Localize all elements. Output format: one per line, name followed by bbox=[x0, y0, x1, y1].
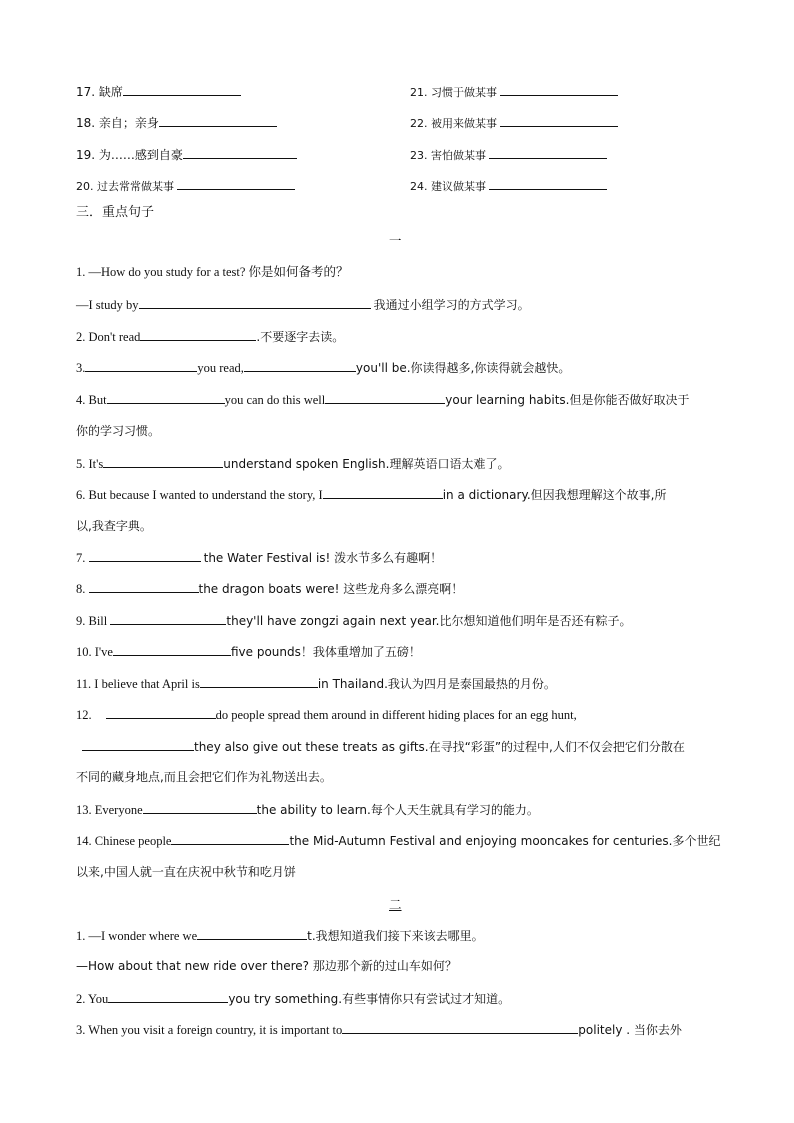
vocab-item-label: 19. 为……感到自豪 bbox=[76, 148, 183, 162]
answer-blank[interactable] bbox=[106, 706, 216, 719]
sentence-14-continued: 以来,中国人就一直在庆祝中秋节和吃月饼 bbox=[76, 865, 296, 879]
vocab-item-label: 24. 建议做某事 bbox=[410, 180, 486, 193]
sentence-8: 8. the dragon boats were! 这些龙舟多么漂亮啊！ bbox=[76, 582, 464, 596]
vocab-item-18 bbox=[76, 114, 277, 131]
vocab-item-label: 21. 习惯于做某事 bbox=[410, 86, 497, 99]
vocab-item-label: 20. 过去常常做某事 bbox=[76, 180, 174, 193]
answer-blank[interactable] bbox=[197, 927, 307, 940]
sentence-6: 6. But because I wanted to understand the story, I in a dictionary.但因我想理解这个故事,所 bbox=[76, 488, 667, 502]
answer-blank[interactable] bbox=[342, 1021, 578, 1034]
answer-blank[interactable] bbox=[500, 83, 618, 96]
answer-blank[interactable] bbox=[323, 486, 443, 499]
sentence-2-2: 2. You you try something.有些事情你只有尝试过才知道。 bbox=[76, 992, 511, 1006]
sentence-10: 10. I've five pounds！我体重增加了五磅！ bbox=[76, 645, 421, 659]
sentence-3: 3. you read, you'll be.你读得越多,你读得就会越快。 bbox=[76, 361, 571, 375]
answer-blank[interactable] bbox=[103, 455, 223, 468]
part-label: 二 bbox=[389, 897, 402, 912]
answer-blank[interactable] bbox=[139, 296, 371, 309]
answer-blank[interactable] bbox=[500, 114, 618, 127]
answer-blank[interactable] bbox=[107, 391, 225, 404]
sentence-4-continued: 你的学习习惯。 bbox=[76, 424, 161, 438]
vocab-item-24 bbox=[410, 177, 607, 195]
answer-blank[interactable] bbox=[89, 549, 201, 562]
sentence-2: 2. Don't read .不要逐字去读。 bbox=[76, 330, 345, 344]
vocab-item-label: 23. 害怕做某事 bbox=[410, 149, 486, 162]
vocab-item-20 bbox=[76, 177, 295, 195]
sentence-11: 11. I believe that April is in Thailand.我认为四月是泰国最热的月份。 bbox=[76, 677, 556, 691]
answer-blank[interactable] bbox=[123, 83, 241, 96]
answer-blank[interactable] bbox=[200, 675, 318, 688]
sentence-1-question: 1. —How do you study for a test? 你是如何备考的？ bbox=[76, 265, 349, 279]
answer-blank[interactable] bbox=[183, 146, 297, 159]
vocab-item-21 bbox=[410, 83, 618, 101]
sentence-1-answer: —I study by 我通过小组学习的方式学习。 bbox=[76, 298, 530, 312]
sentence-6-continued: 以,我查字典。 bbox=[76, 519, 152, 533]
vocab-item-17 bbox=[76, 83, 241, 100]
answer-blank[interactable] bbox=[489, 146, 607, 159]
answer-blank[interactable] bbox=[159, 114, 277, 127]
vocab-item-19 bbox=[76, 146, 297, 163]
section-title: 三．重点句子 bbox=[76, 205, 155, 220]
part-label: 一 bbox=[389, 233, 402, 248]
sentence-9: 9. Bill they'll have zongzi again next year.比尔想知道他们明年是否还有粽子。 bbox=[76, 614, 632, 628]
answer-blank[interactable] bbox=[82, 738, 194, 751]
answer-blank[interactable] bbox=[171, 832, 289, 845]
answer-blank[interactable] bbox=[244, 359, 356, 372]
sentence-4: 4. But you can do this well your learning habits.但是你能否做好取决于 bbox=[76, 393, 690, 407]
sentence-2-3: 3. When you visit a foreign country, it is important to politely . 当你去外 bbox=[76, 1023, 682, 1037]
vocab-item-label: 22. 被用来做某事 bbox=[410, 117, 497, 130]
sentence-13: 13. Everyone the ability to learn.每个人天生就具有学习的能力。 bbox=[76, 803, 539, 817]
answer-blank[interactable] bbox=[113, 643, 231, 656]
vocab-item-label: 17. 缺席 bbox=[76, 85, 123, 99]
sentence-12-second: they also give out these treats as gifts.在寻找“彩蛋”的过程中,人们不仅会把它们分散在 bbox=[82, 738, 685, 755]
answer-blank[interactable] bbox=[325, 391, 445, 404]
sentence-12-continued: 不同的藏身地点,而且会把它们作为礼物送出去。 bbox=[76, 770, 332, 784]
answer-blank[interactable] bbox=[85, 359, 197, 372]
sentence-2-1-answer: —How about that new ride over there? 那边那个新的过山车如何？ bbox=[76, 959, 457, 973]
answer-blank[interactable] bbox=[108, 990, 228, 1003]
sentence-5: 5. It's understand spoken English.理解英语口语太难了。 bbox=[76, 457, 510, 471]
sentence-2-1: 1. —I wonder where we t.我想知道我们接下来该去哪里。 bbox=[76, 929, 484, 943]
vocab-item-22 bbox=[410, 114, 618, 132]
vocab-item-label: 18. 亲自；亲身 bbox=[76, 116, 159, 130]
answer-blank[interactable] bbox=[177, 177, 295, 190]
answer-blank[interactable] bbox=[140, 328, 256, 341]
answer-blank[interactable] bbox=[89, 580, 199, 593]
sentence-14: 14. Chinese people the Mid-Autumn Festival and enjoying mooncakes for centuries.多个世纪 bbox=[76, 834, 721, 848]
answer-blank[interactable] bbox=[110, 612, 226, 625]
answer-blank[interactable] bbox=[489, 177, 607, 190]
answer-blank[interactable] bbox=[143, 801, 257, 814]
sentence-7: 7. the Water Festival is! 泼水节多么有趣啊！ bbox=[76, 551, 443, 565]
vocab-item-23 bbox=[410, 146, 607, 164]
sentence-12: 12. do people spread them around in different hiding places for an egg hunt, bbox=[76, 708, 577, 722]
